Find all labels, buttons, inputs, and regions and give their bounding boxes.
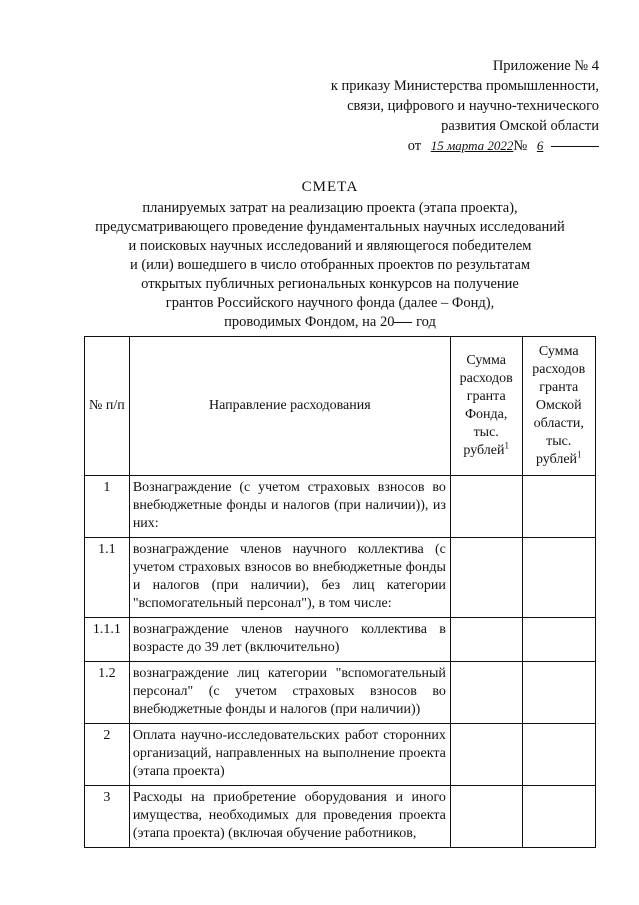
row-region-amount — [522, 476, 595, 538]
row-direction: Оплата научно-исследовательских работ сторонних организаций, направленных на выполнение проекта (этапа проекта) — [129, 724, 450, 786]
header-fund — [450, 337, 522, 476]
date-value: 15 марта 2022 — [430, 138, 514, 153]
appendix-line-2: связи, цифрового и научно-технического — [347, 98, 599, 114]
row-fund-amount — [450, 476, 522, 538]
table-row — [85, 786, 596, 848]
table-row — [85, 538, 596, 618]
title-line: открытых публичных региональных конкурсов на получение — [141, 276, 519, 292]
row-fund-amount — [450, 724, 522, 786]
title-line: грантов Российского научного фонда (далее – Фонд), — [165, 295, 495, 311]
table-row — [85, 476, 596, 538]
row-direction: вознаграждение лиц категории "вспомогательный персонал" (с учетом страховых взносов во внебюджетные фонды и налогов (при наличии)) — [129, 662, 450, 724]
row-region-amount — [522, 662, 595, 724]
title-last-prefix: проводимых Фондом, на 20 — [224, 314, 395, 330]
appendix-line-1: к приказу Министерства промышленности, — [330, 78, 599, 94]
appendix-line-3: развития Омской области — [441, 118, 599, 134]
row-direction: Вознаграждение (с учетом страховых взносов во внебюджетные фонды и налогов (при наличии)), из них: — [129, 476, 450, 538]
year-blank — [394, 322, 412, 323]
title-last-line — [90, 313, 570, 332]
row-fund-amount — [450, 786, 522, 848]
row-direction: вознаграждение членов научного коллектива в возрасте до 39 лет (включительно) — [129, 618, 450, 662]
number-value: 6 — [536, 138, 544, 153]
row-fund-amount — [450, 538, 522, 618]
header-region — [522, 337, 595, 476]
table-header-row — [85, 337, 596, 476]
row-num: 1 — [85, 476, 130, 538]
title-main: СМЕТА — [301, 179, 359, 195]
header-region-text: Сумма расходов гранта Омской области, тыс. рублей — [532, 344, 586, 467]
row-num: 1.2 — [85, 662, 130, 724]
budget-table — [84, 336, 596, 848]
row-direction: Расходы на приобретение оборудования и иного имущества, необходимых для проведения проекта (этапа проекта) (включая обучение работников, — [129, 786, 450, 848]
row-fund-amount — [450, 618, 522, 662]
row-fund-amount — [450, 662, 522, 724]
table-row — [85, 662, 596, 724]
number-sign: № — [513, 138, 528, 154]
date-prefix: от — [407, 138, 422, 154]
table-row — [85, 618, 596, 662]
row-direction: вознаграждение членов научного коллектива (с учетом страховых взносов во внебюджетные фонды и налогов (при наличии), без лиц категории "вспомогательный персонал"), в том числе: — [129, 538, 450, 618]
row-region-amount — [522, 724, 595, 786]
title-line: предусматривающего проведение фундаментальных научных исследований — [95, 219, 565, 235]
title-line: планируемых затрат на реализацию проекта (этапа проекта), — [142, 200, 518, 216]
row-region-amount — [522, 538, 595, 618]
appendix-date-line — [269, 136, 599, 156]
row-region-amount — [522, 618, 595, 662]
header-direction: Направление расходования — [129, 337, 450, 476]
header-fund-text: Сумма расходов гранта Фонда, тыс. рублей — [459, 353, 513, 458]
title-line: и (или) вошедшего в число отобранных проектов по результатам — [129, 257, 531, 273]
table-row — [85, 724, 596, 786]
row-num: 1.1.1 — [85, 618, 130, 662]
header-num: № п/п — [85, 337, 130, 476]
header-fund-footnote: 1 — [504, 440, 509, 451]
title-last-suffix: год — [412, 314, 436, 330]
row-num: 2 — [85, 724, 130, 786]
row-region-amount — [522, 786, 595, 848]
header-region-footnote: 1 — [577, 449, 582, 460]
row-num: 1.1 — [85, 538, 130, 618]
title-line: и поисковых научных исследований и являющегося победителем — [128, 238, 532, 254]
document-title — [90, 178, 570, 332]
row-num: 3 — [85, 786, 130, 848]
appendix-title: Приложение № 4 — [492, 58, 599, 74]
appendix-header — [269, 56, 599, 156]
number-underline — [551, 146, 599, 147]
